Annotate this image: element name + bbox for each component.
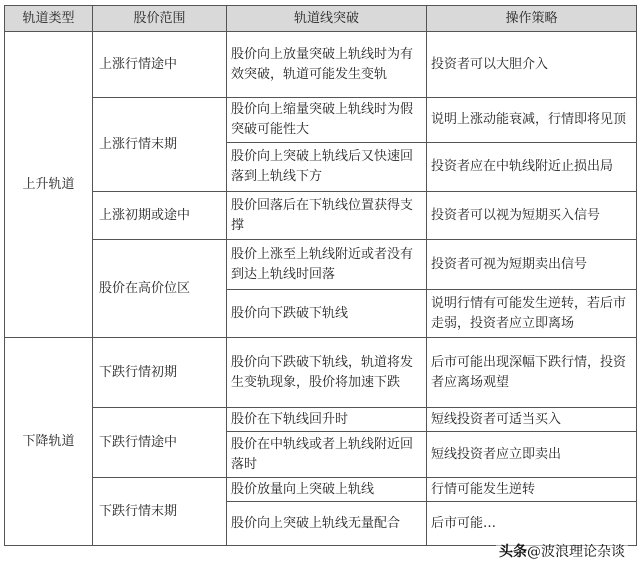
strategy-cell: 说明行情有可能发生逆转，若后市走弱，投资者应立即离场	[427, 290, 637, 338]
header-track-type: 轨道类型	[5, 6, 93, 32]
strategy-cell: 行情可能发生逆转	[427, 478, 637, 502]
watermark-logo: 头条	[499, 544, 527, 560]
breakout-cell: 股价向上放量突破上轨线时为有效突破，轨道可能发生变轨	[227, 32, 427, 98]
breakout-cell: 股价上涨至上轨线附近或者没有到达上轨线时回落	[227, 240, 427, 290]
price-range-cell: 上涨行情途中	[93, 32, 227, 98]
strategy-cell: 短线投资者可适当买入	[427, 408, 637, 432]
watermark-text: @波浪理论杂谈	[527, 544, 625, 560]
track-type-up: 上升轨道	[5, 32, 93, 338]
breakout-cell: 股价在下轨线回升时	[227, 408, 427, 432]
table-row	[5, 32, 637, 98]
table-row	[5, 408, 637, 432]
breakout-cell: 股价向上缩量突破上轨线时为假突破可能性大	[227, 98, 427, 143]
trading-strategy-table	[4, 5, 637, 546]
watermark	[496, 541, 628, 561]
breakout-cell: 股价回落后在下轨线位置获得支撑	[227, 192, 427, 240]
strategy-cell: 投资者可以大胆介入	[427, 32, 637, 98]
breakout-cell: 股价向下跌破下轨线，轨道将发生变轨现象，股价将加速下跌	[227, 338, 427, 408]
price-range-cell: 下跌行情途中	[93, 408, 227, 478]
table-row	[5, 338, 637, 408]
table-row	[5, 240, 637, 290]
header-price-range: 股价范围	[93, 6, 227, 32]
price-range-cell: 下跌行情末期	[93, 478, 227, 546]
price-range-cell: 上涨初期或途中	[93, 192, 227, 240]
price-range-cell: 股价在高价位区	[93, 240, 227, 338]
breakout-cell: 股价向下跌破下轨线	[227, 290, 427, 338]
header-strategy: 操作策略	[427, 6, 637, 32]
strategy-cell: 后市可能出现深幅下跌行情，投资者应离场观望	[427, 338, 637, 408]
breakout-cell: 股价向上突破上轨线后又快速回落到上轨线下方	[227, 143, 427, 192]
breakout-cell: 股价放量向上突破上轨线	[227, 478, 427, 502]
price-range-cell: 上涨行情末期	[93, 98, 227, 192]
price-range-cell: 下跌行情初期	[93, 338, 227, 408]
table-row	[5, 98, 637, 143]
strategy-cell: 投资者应在中轨线附近止损出局	[427, 143, 637, 192]
header-breakout: 轨道线突破	[227, 6, 427, 32]
strategy-cell: 投资者可视为短期卖出信号	[427, 240, 637, 290]
breakout-cell: 股价在中轨线或者上轨线附近回落时	[227, 432, 427, 478]
strategy-cell: 短线投资者应立即卖出	[427, 432, 637, 478]
track-type-down: 下降轨道	[5, 338, 93, 546]
strategy-cell: 后市可能…	[427, 502, 637, 546]
strategy-cell: 投资者可以视为短期买入信号	[427, 192, 637, 240]
strategy-cell: 说明上涨动能衰减，行情即将见顶	[427, 98, 637, 143]
header-row	[5, 6, 637, 32]
table-row	[5, 192, 637, 240]
breakout-cell: 股价向上突破上轨线无量配合	[227, 502, 427, 546]
table-row	[5, 478, 637, 502]
